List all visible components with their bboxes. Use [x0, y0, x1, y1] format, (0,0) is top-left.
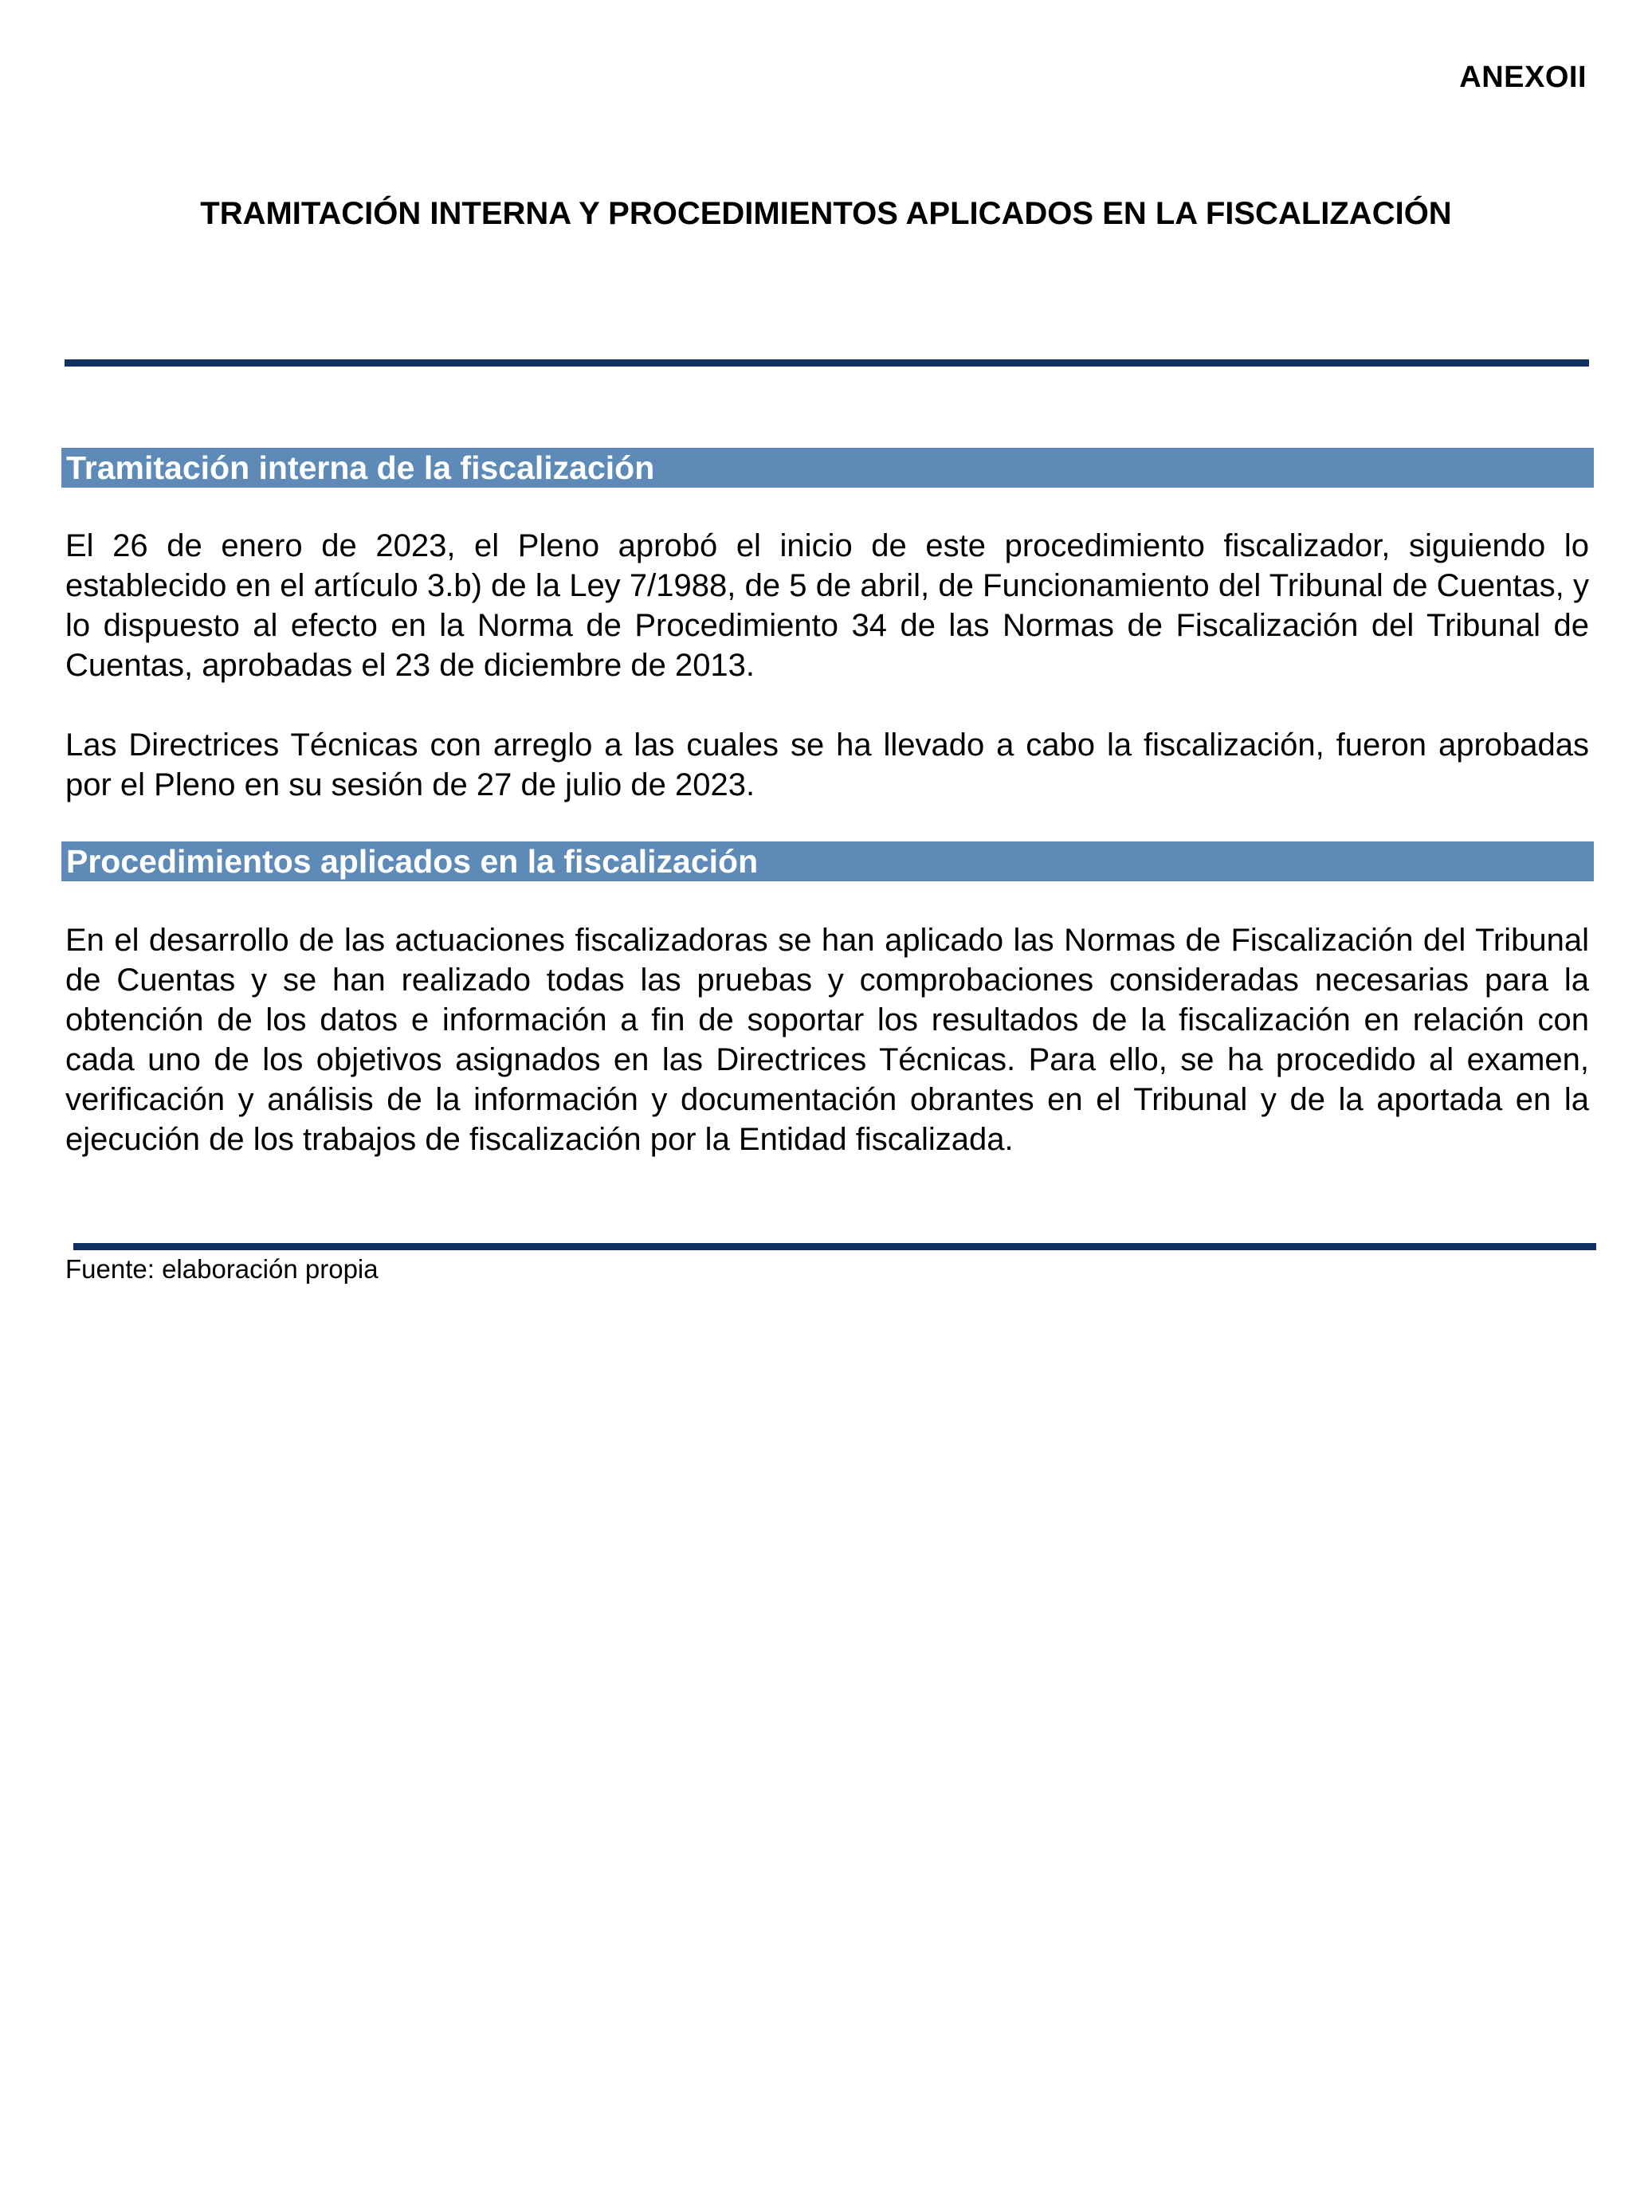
- paragraph-procedimientos-aplicados: En el desarrollo de las actuaciones fiscalizadoras se han aplicado las Normas de Fiscalización del Tribunal de Cuentas y se han realizado todas las pruebas y comprobaciones consideradas necesarias para la obtención de los datos e información a fin de soportar los resultados de la fiscalización en relación con cada uno de los objetivos asignados en las Directrices Técnicas. Para ello, se ha procedido al examen, verificación y análisis de la información y documentación obrantes en el Tribunal y de la aportada en la ejecución de los trabajos de fiscalización por la Entidad fiscalizada.: [65, 923, 1589, 1157]
- top-divider: [65, 359, 1589, 367]
- section-heading-tramitacion: Tramitación interna de la fiscalización: [61, 448, 1594, 488]
- paragraph-inicio-procedimiento: El 26 de enero de 2023, el Pleno aprobó el inicio de este procedimiento fiscalizador, siguiendo lo establecido en el artículo 3.b) de la Ley 7/1988, de 5 de abril, de Funcionamiento del Tribunal de Cuentas, y lo dispuesto al efecto en la Norma de Procedimiento 34 de las Normas de Fiscalización del Tribunal de Cuentas, aprobadas el 23 de diciembre de 2013.: [65, 528, 1589, 683]
- document-title: TRAMITACIÓN INTERNA Y PROCEDIMIENTOS APLICADOS EN LA FISCALIZACIÓN: [200, 196, 1452, 231]
- paragraph-directrices-tecnicas: Las Directrices Técnicas con arreglo a las cuales se ha llevado a cabo la fiscalización, fueron aprobadas por el Pleno en su sesión de 27 de julio de 2023.: [65, 728, 1589, 802]
- annex-label: ANEXOII: [1459, 61, 1587, 94]
- bottom-divider: [73, 1243, 1596, 1250]
- source-note: Fuente: elaboración propia: [65, 1254, 379, 1284]
- section-heading-procedimientos: Procedimientos aplicados en la fiscalización: [61, 841, 1594, 881]
